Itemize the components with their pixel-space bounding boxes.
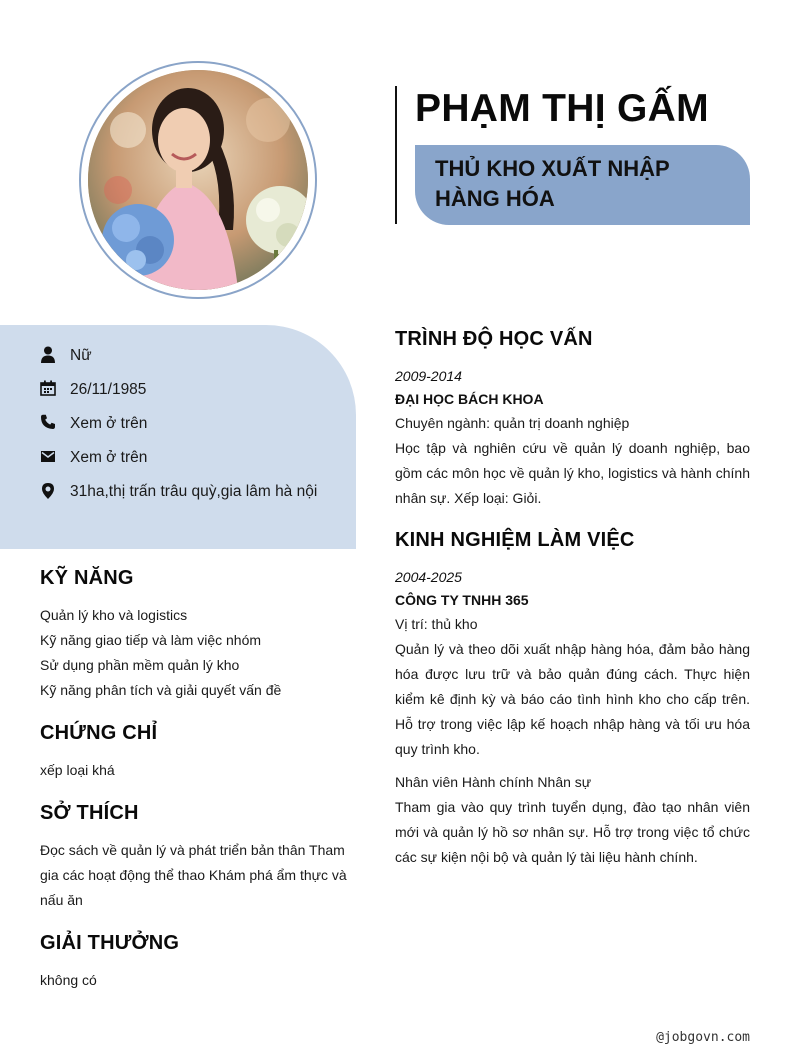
contact-phone-text: Xem ở trên xyxy=(70,415,148,432)
avatar xyxy=(88,70,308,290)
contact-address-text: 31ha,thị trấn trâu quỳ,gia lâm hà nội xyxy=(70,483,318,500)
certificates-text: xếp loại khá xyxy=(40,762,115,778)
experience-company: CÔNG TY TNHH 365 xyxy=(395,592,529,608)
hobbies-text: Đọc sách về quản lý và phát triển bản thân Tham gia các hoạt động thể thao Khám phá ẩm thực và nấu ăn xyxy=(40,842,347,908)
contact-address xyxy=(40,480,320,504)
experience-entry xyxy=(395,566,750,870)
watermark: @jobgovn.com xyxy=(656,1030,750,1045)
location-pin-icon xyxy=(40,480,70,500)
contact-email xyxy=(40,446,320,470)
education-major: Chuyên ngành: quản trị doanh nghiệp xyxy=(395,415,630,431)
education-period: 2009-2014 xyxy=(395,368,462,384)
contact-gender xyxy=(40,344,320,368)
mail-icon xyxy=(40,446,70,464)
education-school: ĐẠI HỌC BÁCH KHOA xyxy=(395,391,544,407)
contact-birthday-text: 26/11/1985 xyxy=(70,381,147,398)
certificates-title: CHỨNG CHỈ xyxy=(40,722,158,744)
awards-text: không có xyxy=(40,972,97,988)
awards-title: GIẢI THƯỞNG xyxy=(40,932,180,954)
list-item: Kỹ năng phân tích và giải quyết vấn đề xyxy=(40,682,282,698)
person-icon xyxy=(40,344,70,364)
job-title: THỦ KHO XUẤT NHẬP HÀNG HÓA xyxy=(435,156,670,211)
phone-icon xyxy=(40,412,70,430)
experience-position: Vị trí: thủ kho xyxy=(395,616,478,632)
contact-phone xyxy=(40,412,320,436)
calendar-icon xyxy=(40,378,70,396)
list-item: Kỹ năng giao tiếp và làm việc nhóm xyxy=(40,632,262,648)
experience-role2-description: Tham gia vào quy trình tuyển dụng, đào tạo nhân viên mới và quản lý hồ sơ nhân sự. Hỗ trợ trong việc tổ chức các sự kiện nội bộ và quản lý tài liệu hành chính. xyxy=(395,799,750,865)
header-divider xyxy=(395,86,397,224)
skills-list xyxy=(40,603,350,703)
experience-period: 2004-2025 xyxy=(395,569,462,585)
job-title-badge xyxy=(415,145,750,225)
experience-role2: Nhân viên Hành chính Nhân sự xyxy=(395,774,592,790)
skills-title: KỸ NĂNG xyxy=(40,567,134,589)
contact-gender-text: Nữ xyxy=(70,347,92,364)
list-item: Sử dụng phần mềm quản lý kho xyxy=(40,657,240,673)
list-item: Quản lý kho và logistics xyxy=(40,607,188,623)
education-title: TRÌNH ĐỘ HỌC VẤN xyxy=(395,328,593,350)
education-entry xyxy=(395,365,750,511)
contact-birthday xyxy=(40,378,320,402)
contact-email-text: Xem ở trên xyxy=(70,449,148,466)
experience-description: Quản lý và theo dõi xuất nhập hàng hóa, đảm bảo hàng hóa được lưu trữ và bảo quản đúng cách. Thực hiện kiểm kê định kỳ và báo cáo tình hình kho cho cấp trên. Hỗ trợ trong việc lập kế hoạch nhập hàng và tối ưu hóa quy trình kho. xyxy=(395,641,750,757)
candidate-name: PHẠM THỊ GẤM xyxy=(415,87,709,130)
education-description: Học tập và nghiên cứu về quản lý doanh nghiệp, bao gồm các môn học về quản lý kho, logistics và hành chính nhân sự. Xếp loại: Giỏi. xyxy=(395,440,750,506)
hobbies-title: SỞ THÍCH xyxy=(40,802,139,824)
experience-title: KINH NGHIỆM LÀM VIỆC xyxy=(395,529,635,551)
